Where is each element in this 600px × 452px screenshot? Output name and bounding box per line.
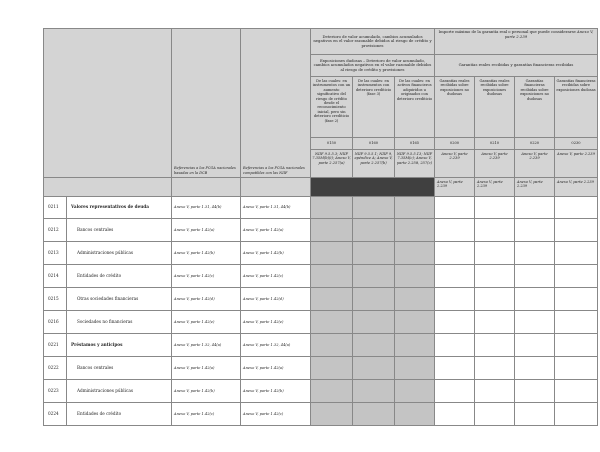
data-cell[interactable] [311, 403, 353, 426]
data-cell[interactable] [311, 219, 353, 242]
column-code: 0160 [353, 138, 395, 150]
row-ref-pcga: Anexo V, parte 1.42(c) [172, 403, 241, 426]
annex-ref: Anexo V, parte 2.239 [555, 178, 598, 197]
data-cell[interactable] [515, 265, 555, 288]
data-cell[interactable] [395, 242, 435, 265]
data-cell[interactable] [475, 197, 515, 219]
data-cell[interactable] [435, 403, 475, 426]
table-row [44, 242, 598, 265]
table-row [44, 197, 598, 219]
data-cell[interactable] [311, 288, 353, 311]
row-ref-niif: Anexo V, parte 1.42(b) [241, 380, 311, 403]
row-number: 0223 [44, 380, 67, 403]
blank-cell [172, 178, 241, 197]
data-cell[interactable] [395, 197, 435, 219]
data-cell[interactable] [311, 357, 353, 380]
column-ref: NIIF 9.5.5.3; NIIF 7.35M(b)(i); Anexo V, parte 2.257(a) [311, 150, 353, 178]
row-label: Valores representativos de deuda [67, 197, 172, 219]
data-cell[interactable] [435, 357, 475, 380]
column-ref: Anexo V, parte 2.239 [515, 150, 555, 178]
data-cell[interactable] [555, 197, 598, 219]
guarantee-ref: Anexo V, parte 2.239 [504, 29, 594, 39]
data-cell[interactable] [311, 242, 353, 265]
data-cell[interactable] [395, 357, 435, 380]
data-cell[interactable] [475, 357, 515, 380]
row-label: Administraciones públicas [67, 242, 172, 265]
data-cell[interactable] [311, 380, 353, 403]
row-number: 0221 [44, 334, 67, 357]
impairment-group-header: Deterioro de valor acumulado, cambios acumulados negativos en el valor razonable debidos al riesgo de crédito y provisiones [311, 29, 435, 55]
data-cell[interactable] [353, 242, 395, 265]
row-number: 0216 [44, 311, 67, 334]
row-ref-niif: Anexo V, parte 1.42(c) [241, 265, 311, 288]
data-cell[interactable] [395, 311, 435, 334]
data-cell[interactable] [555, 334, 598, 357]
row-label: Entidades de crédito [67, 265, 172, 288]
table-row [44, 311, 598, 334]
data-cell[interactable] [435, 219, 475, 242]
data-cell[interactable] [435, 265, 475, 288]
row-ref-niif: Anexo V, parte 1.42(a) [241, 219, 311, 242]
data-cell[interactable] [311, 197, 353, 219]
data-cell[interactable] [435, 242, 475, 265]
column-code: 0150 [311, 138, 353, 150]
data-cell[interactable] [555, 380, 598, 403]
row-label: Bancos centrales [67, 219, 172, 242]
blank-cell [241, 178, 311, 197]
guarantee-group-header [435, 29, 598, 55]
table-row [44, 288, 598, 311]
data-cell[interactable] [475, 380, 515, 403]
data-cell[interactable] [435, 380, 475, 403]
row-ref-pcga: Anexo V, parte 1.31, 44(b) [172, 197, 241, 219]
column-code: 0230 [555, 138, 598, 150]
column-ref: NIIF 9.5.5.13; NIIF 7.35M(c); Anexo V, parte 2.258, 257(c) [395, 150, 435, 178]
table-row [44, 334, 598, 357]
column-desc: De las cuales: en instrumentos con un aumento significativo del riesgo de crédito desde el reconocimiento inicial, pero sin deterioro crediticio (fase 2) [311, 77, 353, 138]
data-cell[interactable] [475, 242, 515, 265]
row-ref-pcga: Anexo V, parte 1.42(a) [172, 219, 241, 242]
data-cell[interactable] [353, 357, 395, 380]
column-code: 0165 [395, 138, 435, 150]
row-number: 0214 [44, 265, 67, 288]
column-desc: De las cuales: en activos financieros adquiridos u originados con deterioro crediticio [395, 77, 435, 138]
row-ref-pcga: Anexo V, parte 1.42(c) [172, 265, 241, 288]
row-ref-niif: Anexo V, parte 1.42(d) [241, 288, 311, 311]
data-cell[interactable] [555, 311, 598, 334]
column-ref: Anexo V, parte 2.239 [555, 150, 598, 178]
column-ref: Anexo V, parte 2.239 [475, 150, 515, 178]
data-cell[interactable] [515, 380, 555, 403]
guarantee-subgroup-header: Garantías reales recibidas y garantías financieras recibidas [435, 55, 598, 77]
column-desc: De las cuales: en instrumentos con deterioro crediticio (fase 3) [353, 77, 395, 138]
table-row [44, 357, 598, 380]
row-number: 0211 [44, 197, 67, 219]
row-label: Sociedades no financieras [67, 311, 172, 334]
data-cell[interactable] [353, 380, 395, 403]
data-cell[interactable] [515, 403, 555, 426]
data-cell[interactable] [515, 219, 555, 242]
data-cell[interactable] [555, 219, 598, 242]
data-cell[interactable] [353, 334, 395, 357]
data-cell[interactable] [395, 288, 435, 311]
data-cell[interactable] [395, 219, 435, 242]
row-ref-niif: Anexo V, parte 1.42(e) [241, 311, 311, 334]
column-code: 0220 [515, 138, 555, 150]
row-ref-pcga: Anexo V, parte 1.42(b) [172, 242, 241, 265]
annex-ref: Anexo V, parte 2.239 [435, 178, 475, 197]
report-table-container [43, 28, 598, 426]
table-row [44, 403, 598, 426]
data-cell[interactable] [353, 197, 395, 219]
report-table [43, 28, 598, 426]
data-cell[interactable] [435, 197, 475, 219]
row-ref-niif: Anexo V, parte 1.42(c) [241, 403, 311, 426]
data-cell[interactable] [395, 334, 435, 357]
data-cell[interactable] [353, 403, 395, 426]
row-ref-pcga: Anexo V, parte 1.42(d) [172, 288, 241, 311]
data-cell[interactable] [435, 334, 475, 357]
data-cell[interactable] [515, 334, 555, 357]
row-label: Entidades de crédito [67, 403, 172, 426]
doubtful-subgroup-header: Exposiciones dudosas – Deterioro de valor acumulado, cambios acumulados negativos en el valor razonable debidos al riesgo de crédito y provisiones [311, 55, 435, 77]
data-cell[interactable] [515, 197, 555, 219]
row-ref-niif: Anexo V, parte 1.42(b) [241, 242, 311, 265]
row-ref-niif: Anexo V, parte 1.31, 44(b) [241, 197, 311, 219]
blank-cell [44, 178, 172, 197]
not-applicable-block [311, 178, 435, 197]
row-number: 0222 [44, 357, 67, 380]
data-cell[interactable] [555, 242, 598, 265]
data-cell[interactable] [555, 265, 598, 288]
table-row [44, 219, 598, 242]
row-ref-niif: Anexo V, parte 1.32, 44(a) [241, 334, 311, 357]
ref-pcga-header: Referencias a los PCGA nacionales basadas en la DCB [172, 29, 241, 178]
column-ref: NIIF 9.5.5.1; NIIF 9, apéndice A; Anexo V, parte 2.257(b) [353, 150, 395, 178]
row-label: Otras sociedades financieras [67, 288, 172, 311]
row-ref-niif: Anexo V, parte 1.42(a) [241, 357, 311, 380]
column-desc: Garantías financieras recibidas sobre exposiciones dudosas [555, 77, 598, 138]
row-number: 0224 [44, 403, 67, 426]
data-cell[interactable] [311, 311, 353, 334]
row-label: Préstamos y anticipos [67, 334, 172, 357]
annex-ref: Anexo V, parte 2.239 [515, 178, 555, 197]
data-cell[interactable] [475, 311, 515, 334]
data-cell[interactable] [435, 311, 475, 334]
row-number: 0213 [44, 242, 67, 265]
data-cell[interactable] [395, 380, 435, 403]
guarantee-title: Importe máximo de la garantía real o personal que puede considerarse [438, 29, 576, 34]
row-ref-pcga: Anexo V, parte 1.42(b) [172, 380, 241, 403]
data-cell[interactable] [515, 242, 555, 265]
ref-niif-header: Referencias a los PCGA nacionales compatibles con las NIIF [241, 29, 311, 178]
column-ref: Anexo V, parte 2.239 [435, 150, 475, 178]
row-label: Bancos centrales [67, 357, 172, 380]
data-cell[interactable] [353, 219, 395, 242]
data-cell[interactable] [475, 334, 515, 357]
data-cell[interactable] [353, 311, 395, 334]
data-cell[interactable] [475, 403, 515, 426]
data-cell[interactable] [311, 265, 353, 288]
column-desc: Garantías reales recibidas sobre exposiciones no dudosas [435, 77, 475, 138]
data-cell[interactable] [353, 265, 395, 288]
annex-ref: Anexo V, parte 2.239 [475, 178, 515, 197]
data-cell[interactable] [515, 288, 555, 311]
row-ref-pcga: Anexo V, parte 1.42(e) [172, 311, 241, 334]
data-cell[interactable] [475, 265, 515, 288]
data-cell[interactable] [475, 219, 515, 242]
data-cell[interactable] [435, 288, 475, 311]
table-row [44, 380, 598, 403]
table-row [44, 265, 598, 288]
column-desc: Garantías financieras recibidas sobre exposiciones no dudosas [515, 77, 555, 138]
data-cell[interactable] [353, 288, 395, 311]
data-cell[interactable] [555, 403, 598, 426]
column-desc: Garantías reales recibidas sobre exposiciones dudosas [475, 77, 515, 138]
data-cell[interactable] [555, 357, 598, 380]
column-code: 0210 [475, 138, 515, 150]
row-ref-pcga: Anexo V, parte 1.42(a) [172, 357, 241, 380]
row-number: 0215 [44, 288, 67, 311]
row-label: Administraciones públicas [67, 380, 172, 403]
row-ref-pcga: Anexo V, parte 1.32, 44(a) [172, 334, 241, 357]
data-cell[interactable] [395, 265, 435, 288]
data-cell[interactable] [395, 403, 435, 426]
row-number: 0212 [44, 219, 67, 242]
data-cell[interactable] [555, 288, 598, 311]
data-cell[interactable] [475, 288, 515, 311]
column-code: 0200 [435, 138, 475, 150]
data-cell[interactable] [311, 334, 353, 357]
data-cell[interactable] [515, 357, 555, 380]
data-cell[interactable] [515, 311, 555, 334]
corner-blank [44, 29, 172, 178]
